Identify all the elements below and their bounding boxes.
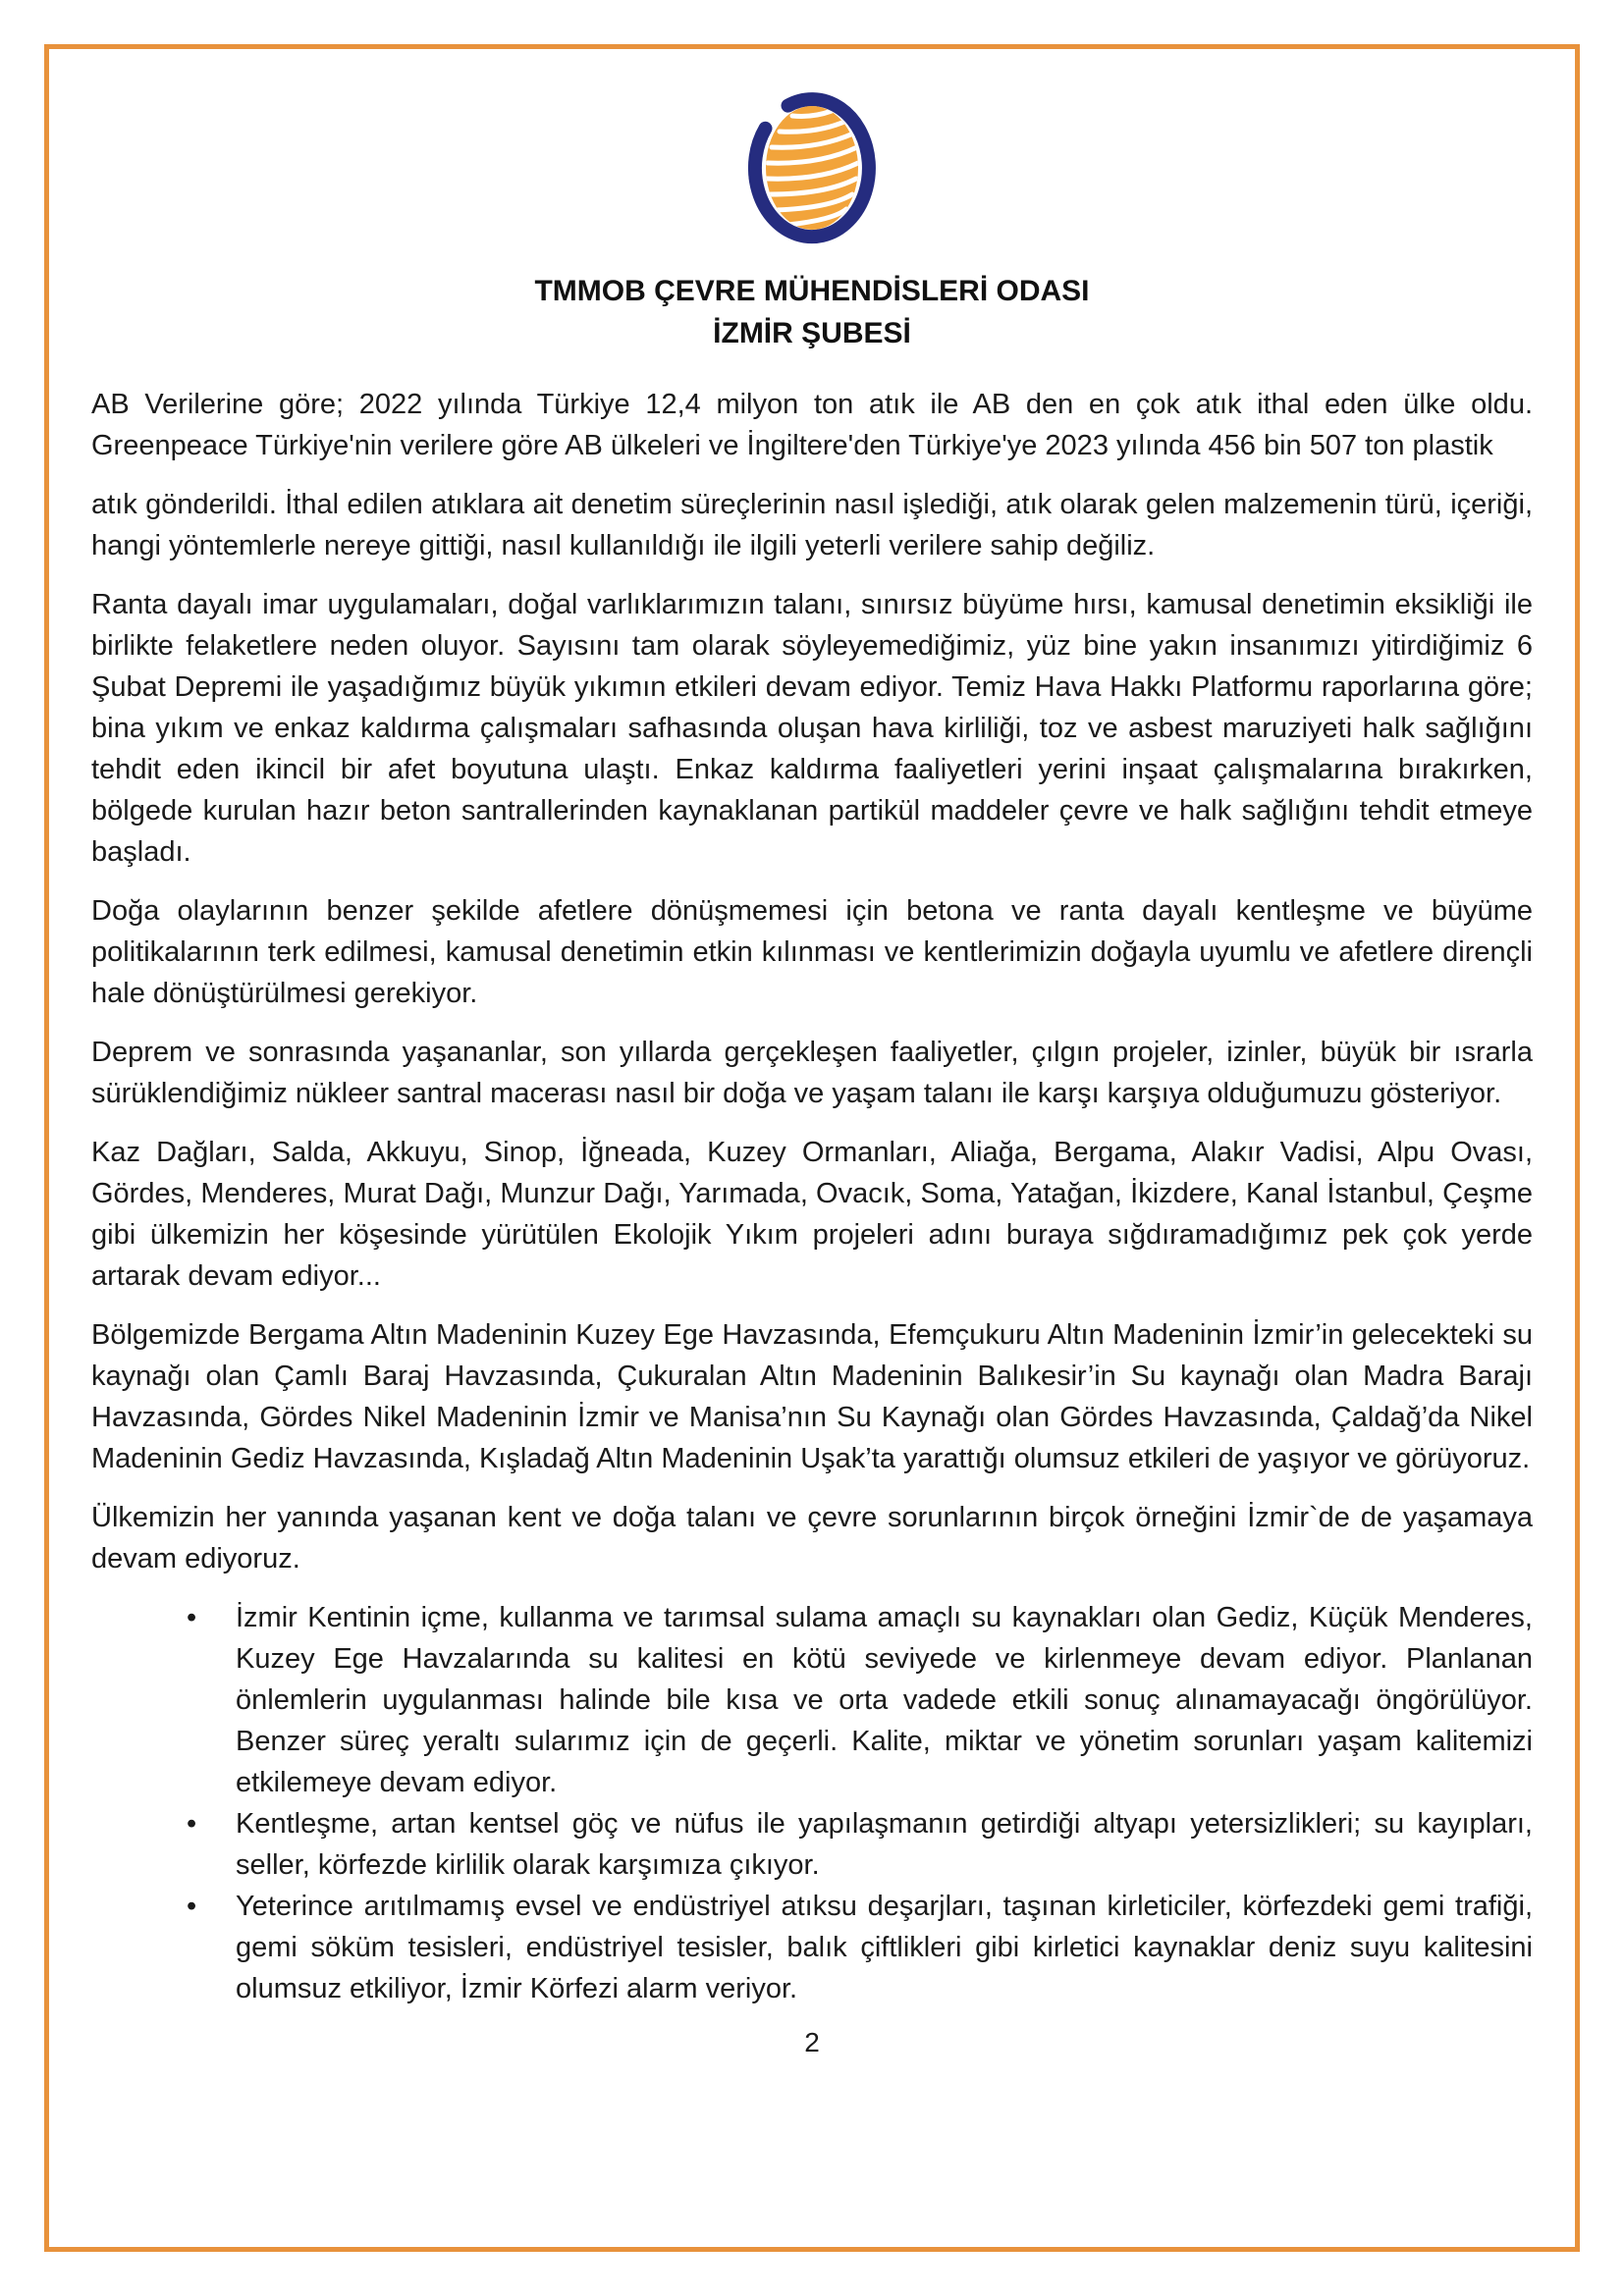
paragraph-2: atık gönderildi. İthal edilen atıklara ait denetim süreçlerinin nasıl işlediği, atık olarak gelen malzemenin türü, içeriği, hangi yöntemlerle nereye gittiği, nasıl kullanıldığı ile ilgili yeterli verilere sahip değiliz. <box>91 489 1533 561</box>
bullet-item-3 <box>91 1886 1533 2009</box>
page-content <box>91 49 1533 2058</box>
paragraph-4: Doğa olaylarının benzer şekilde afetlere dönüşmemesi için betona ve ranta dayalı kentleşme ve büyüme politikalarının terk edilmesi, kamusal denetimin etkin kılınması ve kentlerimizin doğayla uyumlu ve afetlere dirençli hale dönüştürülmesi gerekiyor. <box>91 895 1533 1009</box>
bullet-marker: • <box>187 1808 197 1840</box>
globe-logo-icon <box>738 84 886 246</box>
paragraph-8: Ülkemizin her yanında yaşanan kent ve doğa talanı ve çevre sorunlarının birçok örneğini İzmir`de de yaşamaya devam ediyoruz. <box>91 1502 1533 1575</box>
bullet-text-3: Yeterince arıtılmamış evsel ve endüstriyel atıksu deşarjları, taşınan kirleticiler, körfezdeki gemi trafiği, gemi söküm tesisleri, endüstriyel tesisler, balık çiftlikleri gibi kirletici kaynaklar deniz suyu kalitesini olumsuz etkiliyor, İzmir Körfezi alarm veriyor. <box>236 1891 1533 2004</box>
page-number: 2 <box>804 2027 820 2057</box>
bullet-text-1: İzmir Kentinin içme, kullanma ve tarımsal sulama amaçlı su kaynakları olan Gediz, Küçük Menderes, Kuzey Ege Havzalarında su kalitesi en kötü seviyede ve kirlenmeye devam ediyor. Planlanan önlemlerin uygulanması halinde bile kısa ve orta vadede etkili sonuç alınamayacağı öngörülüyor. Benzer süreç yeraltı sularımız için de geçerli. Kalite, miktar ve yönetim sorunları yaşam kalitemizi etkilemeye devam ediyor. <box>236 1602 1533 1798</box>
document-header <box>91 270 1533 354</box>
bullet-text-2: Kentleşme, artan kentsel göç ve nüfus ile yapılaşmanın getirdiği altyapı yetersizlikleri; su kayıpları, seller, körfezde kirlilik olarak karşımıza çıkıyor. <box>236 1808 1533 1881</box>
bullet-list <box>91 1597 1533 2009</box>
paragraph-6: Kaz Dağları, Salda, Akkuyu, Sinop, İğneada, Kuzey Ormanları, Aliağa, Bergama, Alakır Vadisi, Alpu Ovası, Gördes, Menderes, Murat Dağı, Munzur Dağı, Yarımada, Ovacık, Soma, Yatağan, İkizdere, Kanal İstanbul, Çeşme gibi ülkemizin her köşesinde yürütülen Ekolojik Yıkım projeleri adını buraya sığdıramadığımız pek çok yerde artarak devam ediyor... <box>91 1137 1533 1292</box>
paragraph-1: AB Verilerine göre; 2022 yılında Türkiye 12,4 milyon ton atık ile AB den en çok atık ithal eden ülke oldu. Greenpeace Türkiye'nin verilere göre AB ülkeleri ve İngiltere'den Türkiye'ye 2023 yılında 456 bin 507 ton plastik <box>91 389 1533 461</box>
bullet-item-2 <box>91 1803 1533 1886</box>
paragraph-7: Bölgemizde Bergama Altın Madeninin Kuzey Ege Havzasında, Efemçukuru Altın Madeninin İzmir’in gelecekteki su kaynağı olan Çamlı Baraj Havzasında, Çukuralan Altın Madeninin Balıkesir’in Su kaynağı olan Madra Barajı Havzasında, Gördes Nikel Madeninin İzmir ve Manisa’nın Su Kaynağı olan Gördes Havzasında, Çaldağ’da Nikel Madeninin Gediz Havzasında, Kışladağ Altın Madeninin Uşak’ta yarattığı olumsuz etkileri de yaşıyor ve görüyoruz. <box>91 1319 1533 1474</box>
bullet-item-1 <box>91 1597 1533 1803</box>
org-name: TMMOB ÇEVRE MÜHENDİSLERİ ODASI <box>534 275 1090 307</box>
paragraph-3: Ranta dayalı imar uygulamaları, doğal varlıklarımızın talanı, sınırsız büyüme hırsı, kamusal denetimin eksikliği ile birlikte felaketlere neden oluyor. Sayısını tam olarak söyleyemediğimiz, yüz bine yakın insanımızı yitirdiğimiz 6 Şubat Depremi ile yaşadığımız büyük yıkımın etkileri devam ediyor. Temiz Hava Hakkı Platformu raporlarına göre; bina yıkım ve enkaz kaldırma çalışmaları safhasında oluşan hava kirliliği, toz ve asbest maruziyeti halk sağlığını tehdit eden ikincil bir afet boyutuna ulaştı. Enkaz kaldırma faaliyetleri yerini inşaat çalışmalarına bırakırken, bölgede kurulan hazır beton santrallerinden kaynaklanan partikül maddeler çevre ve halk sağlığını tehdit etmeye başladı. <box>91 589 1533 868</box>
cmo-globe-logo <box>738 84 886 246</box>
branch-name: İZMİR ŞUBESİ <box>713 317 911 349</box>
bullet-marker: • <box>187 1602 197 1633</box>
bullet-marker: • <box>187 1891 197 1922</box>
paragraph-5: Deprem ve sonrasında yaşananlar, son yıllarda gerçekleşen faaliyetler, çılgın projeler, izinler, büyük bir ısrarla sürüklendiğimiz nükleer santral macerası nasıl bir doğa ve yaşam talanı ile karşı karşıya olduğumuzu gösteriyor. <box>91 1037 1533 1109</box>
